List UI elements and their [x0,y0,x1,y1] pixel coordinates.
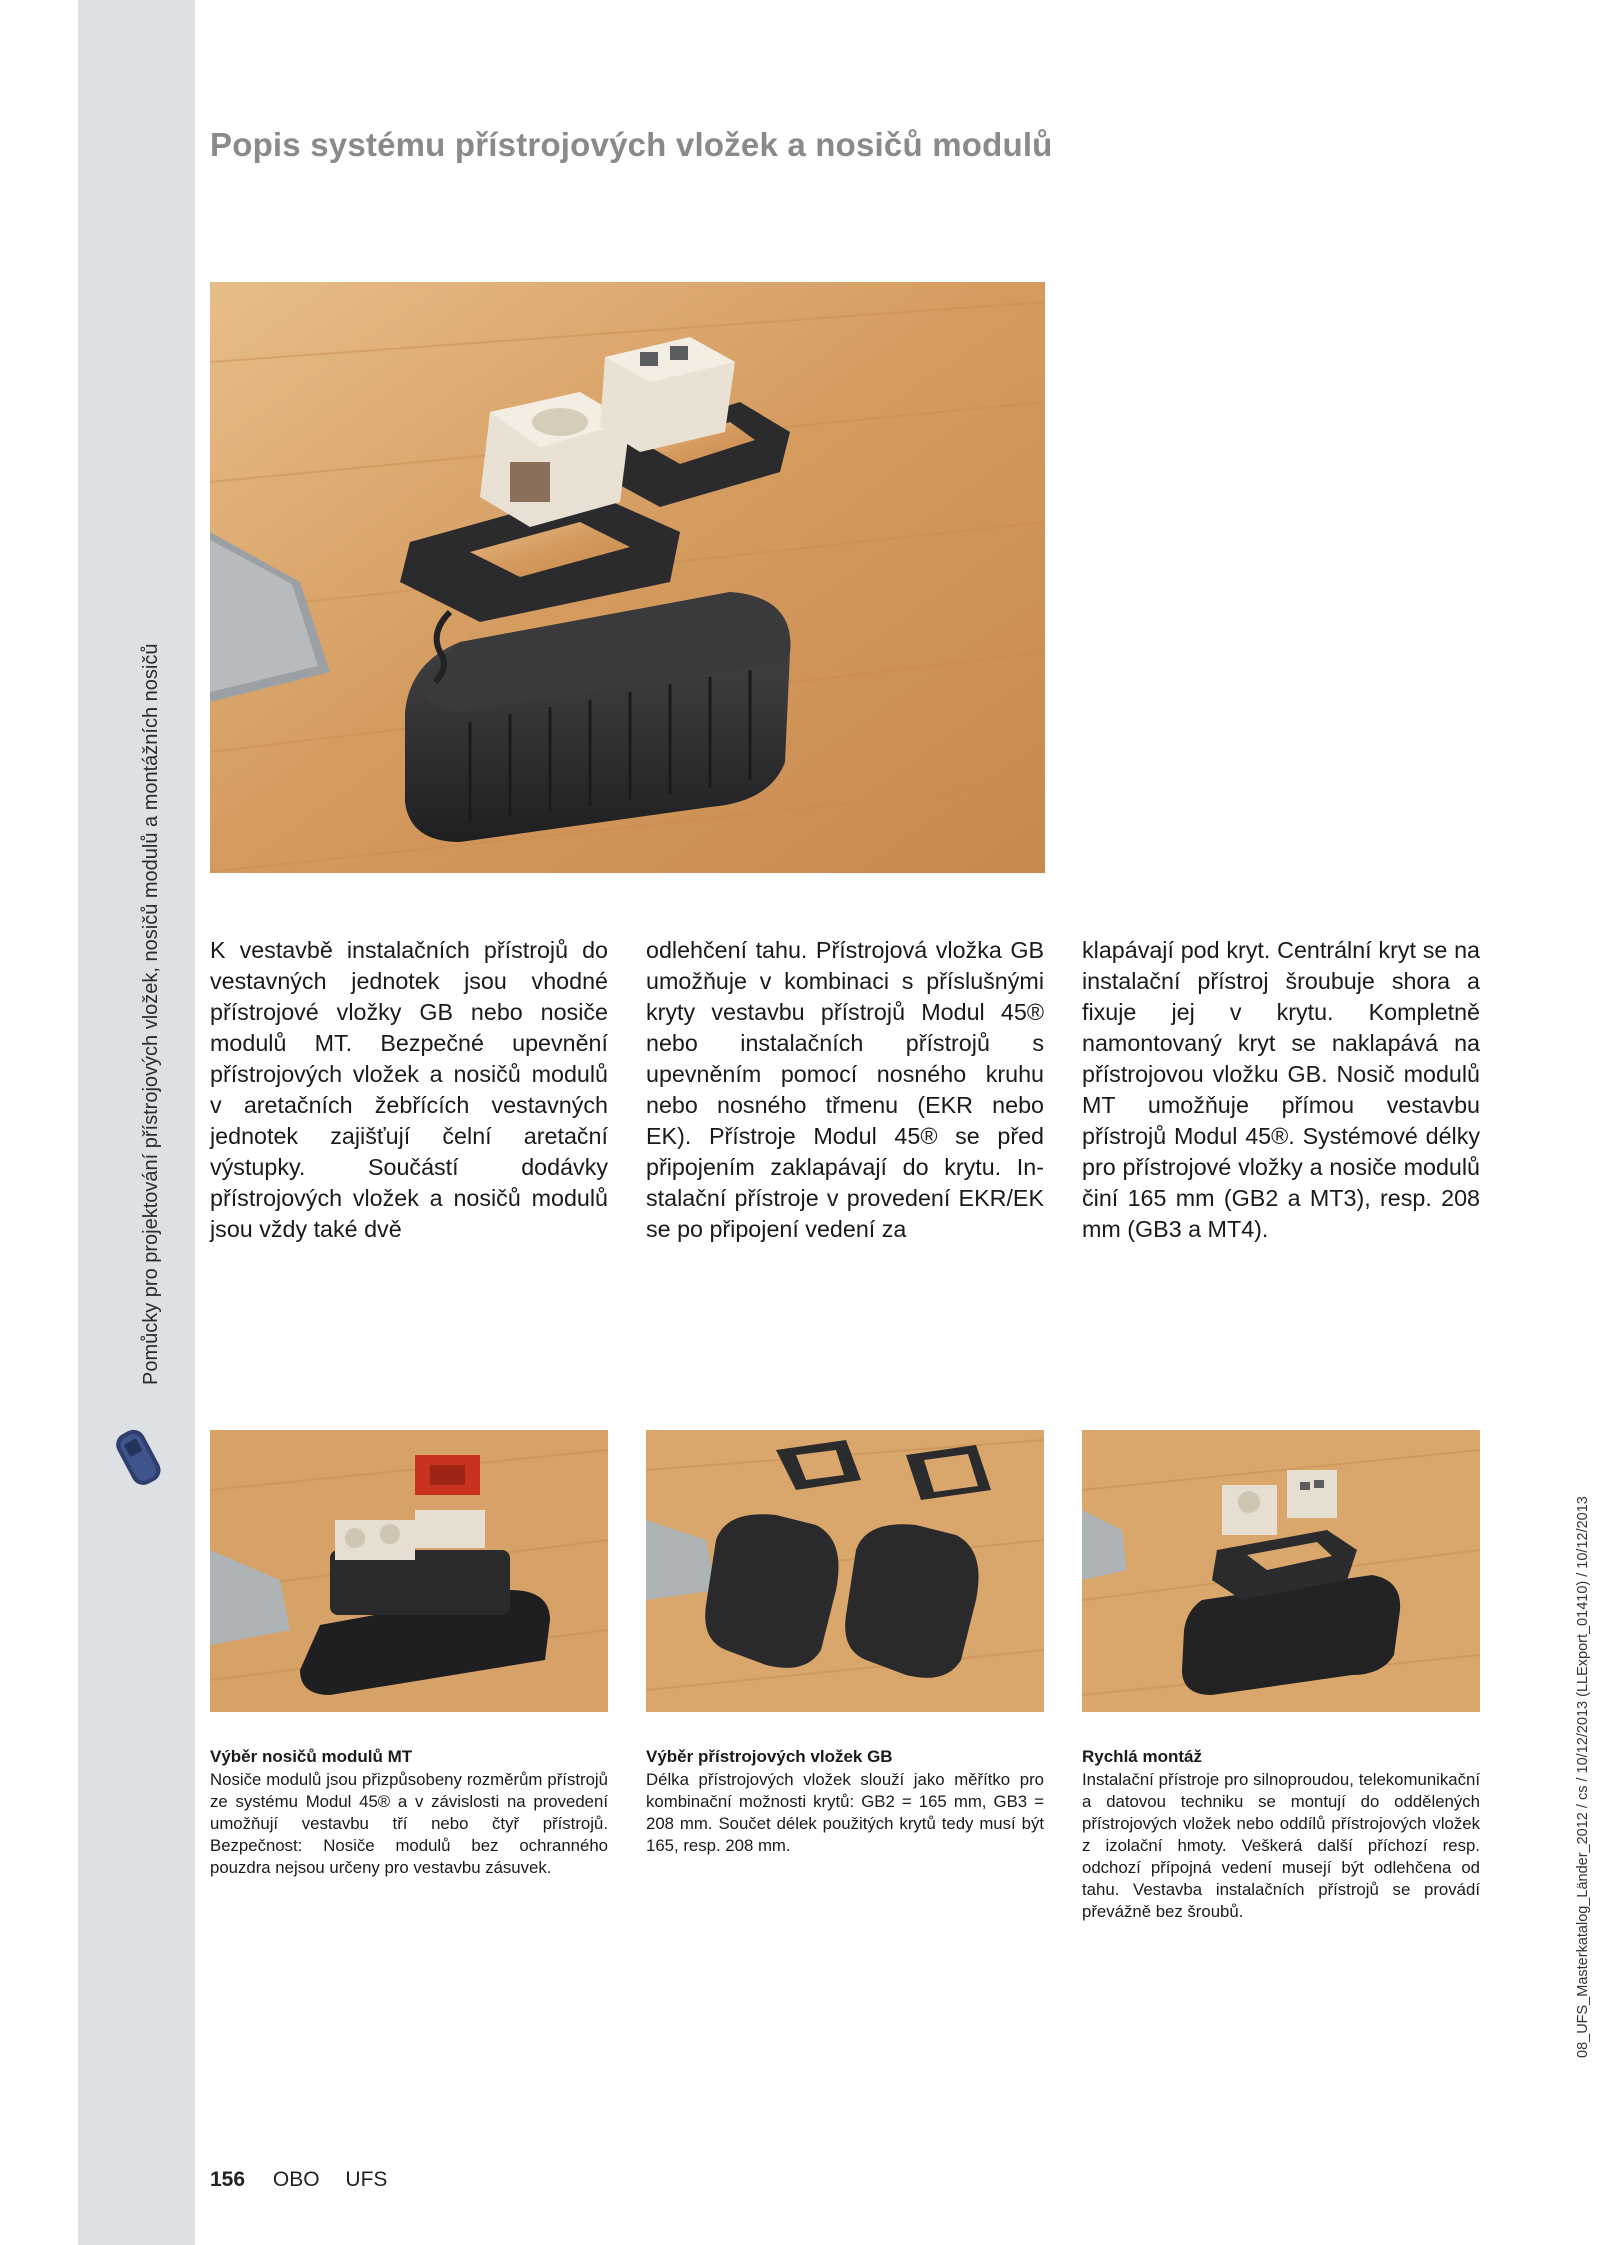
body-column-1: K vestavbě instalačních přístrojů do vestavných jednotek jsou vhodné přístrojové vložky GB nebo nosiče modulů MT. Bezpečné upevnění přístrojových vložek a nosičů modulů v aretačních žebřících vestavných jednotek zajišťují čelní aretační výstupky. Součástí dodávky přístrojových vložek a nosičů modulů jsou vždy také dvě [210,937,608,1242]
section-label: UFS [345,2168,388,2191]
photo-device-inserts-gb [646,1430,1044,1712]
photo-module-carriers-mt [210,1430,608,1712]
caption-heading: Rychlá montáž [1082,1747,1202,1766]
caption-heading: Výběr přístrojových vložek GB [646,1747,893,1766]
caption-heading: Výběr nosičů modulů MT [210,1747,413,1766]
page-title: Popis systému přístrojových vložek a nosičů modulů [210,126,1053,163]
body-column-2: odlehčení tahu. Přístrojová vložka GB umožňuje v kombinaci s příslušnými kryty vestavbu přístrojů Modul 45® nebo instalačních přístrojů s upevněním pomocí nosného kruhu nebo nosného třmenu (EKR nebo EK). Přístroje Modul 45® se před připojením zaklapávají do krytu. Instalační přístroje v provedení EKR/EK se po připojení vedení za [646,937,1044,1242]
body-column-3: klapávají pod kryt. Centrální kryt se na instalační přístroj šroubuje shora a fixuje jej v krytu. Kompletně namontovaný kryt se naklapává na přístrojovou vložku GB. Nosič modulů MT umožňuje přímou vestavbu přístrojů Modul 45®. Systémové délky pro přístrojové vložky a nosiče modulů činí 165 mm (GB2 a MT3), resp. 208 mm (GB3 a MT4). [1082,937,1480,1242]
print-metadata: 08_UFS_Masterkatalog_Länder_2012 / cs / 10/12/2013 (LLExport_01410) / 10/12/2013 [1575,1496,1591,2058]
main-product-photo [210,282,1045,873]
floor-box-icon [113,1418,169,1494]
sidebar-vertical-title: Pomůcky pro projektování přístrojových vložek, nosičů modulů a montážních nosičů [140,643,162,1385]
caption-module-carriers [210,1746,608,1879]
caption-text: Délka přístrojových vložek slouží jako měřítko pro kombinační možnosti krytů: GB2 = 165 mm, GB3 = 208 mm. Součet délek použitých krytů tedy musí být 165, resp. 208 mm. [646,1770,1044,1855]
caption-text: Nosiče modulů jsou přizpůsobeny rozměrům přístrojů ze systému Modul 45® a v závislosti na provedení umožňují vestavbu tří nebo čtyř přístrojů. Bezpečnost: Nosiče modulů bez ochranného pouzdra nejsou určeny pro vestavbu zásuvek. [210,1770,608,1877]
caption-quick-assembly [1082,1746,1480,1923]
brand-label: OBO [272,2168,320,2191]
caption-device-inserts [646,1746,1044,1857]
page-footer [210,2168,387,2192]
caption-text: Instalační přístroje pro silnoproudou, telekomunikační a datovou techniku se montují do oddělených přístrojových vložek nebo oddílů přístrojových vložek z izolační hmoty. Veškerá další příchozí resp. odchozí přípojná vedení musejí být odlehčena od tahu. Vestavba instalačních přístrojů se provádí převážně bez šroubů. [1082,1770,1480,1921]
page-number: 156 [210,2168,246,2191]
photo-quick-assembly [1082,1430,1480,1712]
side-band [78,0,195,2245]
